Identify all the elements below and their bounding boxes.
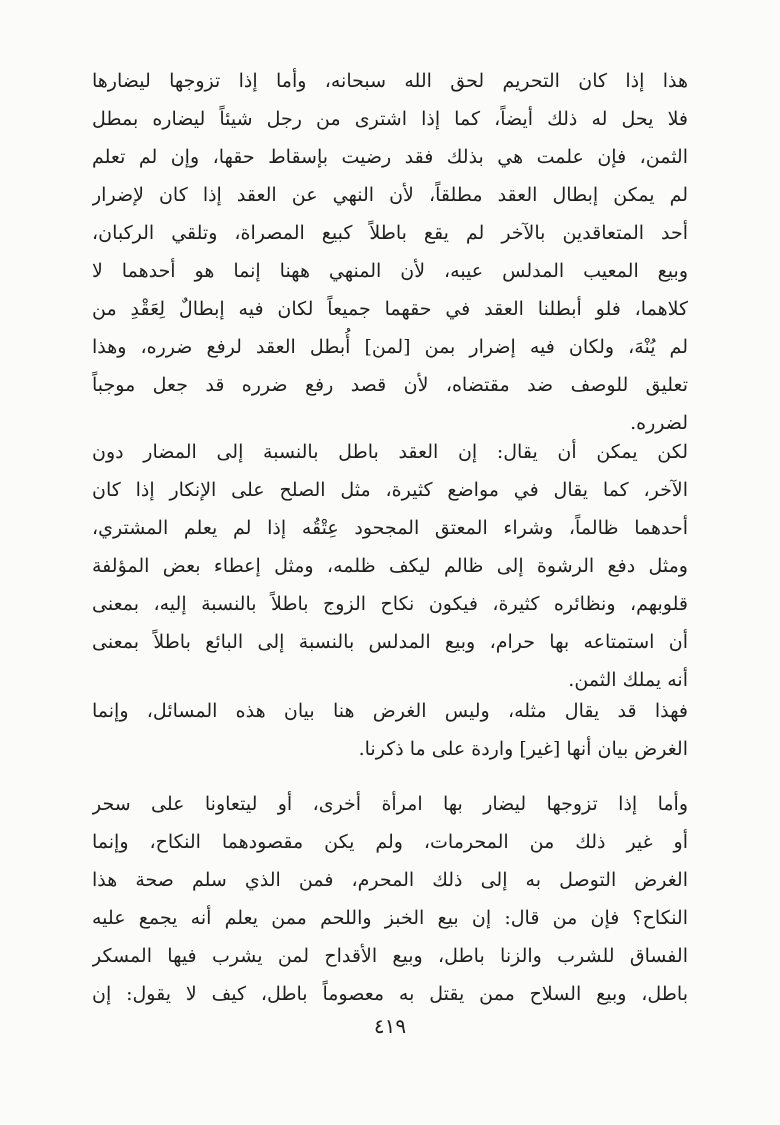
text-line: فهذا قد يقال مثله، وليس الغرض هنا بيان هذه المسائل، وإنما xyxy=(92,700,688,722)
text-line: أحد المتعاقدين بالآخر لم يقع باطلاً كبيع المصراة، وتلقي الركبان، xyxy=(92,222,688,244)
text-line: لضرره. xyxy=(630,412,688,434)
paragraph-2 xyxy=(92,433,688,699)
text-line: أن استمتاعه بها حرام، وبيع المدلس بالنسبة إلى البائع باطلاً بمعنى xyxy=(92,631,688,653)
text-line: الآخر، كما يقال في مواضع كثيرة، مثل الصلح على الإنكار إذا كان xyxy=(92,479,688,501)
text-line: الفساق للشرب والزنا باطل، وبيع الأقداح لمن يشرب فيها المسكر xyxy=(92,945,688,967)
text-line: كلاهما، فلو أبطلنا العقد في حقهما جميعاً لكان فيه إبطالٌ لِعَقْدِ من xyxy=(92,298,688,320)
text-line: الثمن، فإن علمت هي بذلك فقد رضيت بإسقاط حقها، وإن لم تعلم xyxy=(92,146,688,168)
paragraph-3 xyxy=(92,692,688,768)
paragraph-4 xyxy=(92,785,688,1013)
text-line: وأما إذا تزوجها ليضار بها امرأة أخرى، أو ليتعاونا على سحر xyxy=(92,793,688,815)
text-line: أو غير ذلك من المحرمات، ولم يكن مقصودهما النكاح، وإنما xyxy=(92,831,688,853)
paragraph-1 xyxy=(92,62,688,442)
text-line: ومثل دفع الرشوة إلى ظالم ليكف ظلمه، ومثل إعطاء بعض المؤلفة xyxy=(92,555,688,577)
page-number: ٤١٩ xyxy=(373,1014,407,1038)
text-line: لم يمكن إبطال العقد مطلقاً، لأن النهي عن العقد إذا كان لإضرار xyxy=(92,184,688,206)
text-line: لم يُنْهَ، ولكان فيه إضرار بمن [لمن] أُبطل العقد لرفع ضرره، وهذا xyxy=(92,336,688,358)
text-line: لكن يمكن أن يقال: إن العقد باطل بالنسبة إلى المضار دون xyxy=(92,441,688,463)
text-line: هذا إذا كان التحريم لحق الله سبحانه، وأما إذا تزوجها ليضارها xyxy=(92,70,688,92)
text-line: تعليق للوصف ضد مقتضاه، لأن قصد رفع ضرره قد جعل موجباً xyxy=(92,374,688,396)
text-line: أحدهما ظالماً، وشراء المعتق المجحود عِتْقُه إذا لم يعلم المشتري، xyxy=(92,517,688,539)
text-line: الغرض بيان أنها [غير] واردة على ما ذكرنا. xyxy=(358,738,688,760)
text-line: الغرض التوصل به إلى ذلك المحرم، فمن الذي سلم صحة هذا xyxy=(92,869,688,891)
text-line: فلا يحل له ذلك أيضاً، كما إذا اشترى من رجل شيئاً ليضاره بمطل xyxy=(92,108,688,130)
text-line: النكاح؟ فإن من قال: إن بيع الخبز واللحم ممن يعلم أنه يجمع عليه xyxy=(92,907,688,929)
text-line: وبيع المعيب المدلس عيبه، لأن المنهي ههنا إنما هو أحدهما لا xyxy=(92,260,688,282)
text-line: أنه يملك الثمن. xyxy=(568,669,688,691)
text-line: باطل، وبيع السلاح ممن يقتل به معصوماً باطل، كيف لا يقول: إن xyxy=(92,983,688,1005)
text-line: قلوبهم، ونظائره كثيرة، فيكون نكاح الزوج باطلاً بالنسبة إليه، بمعنى xyxy=(92,593,688,615)
